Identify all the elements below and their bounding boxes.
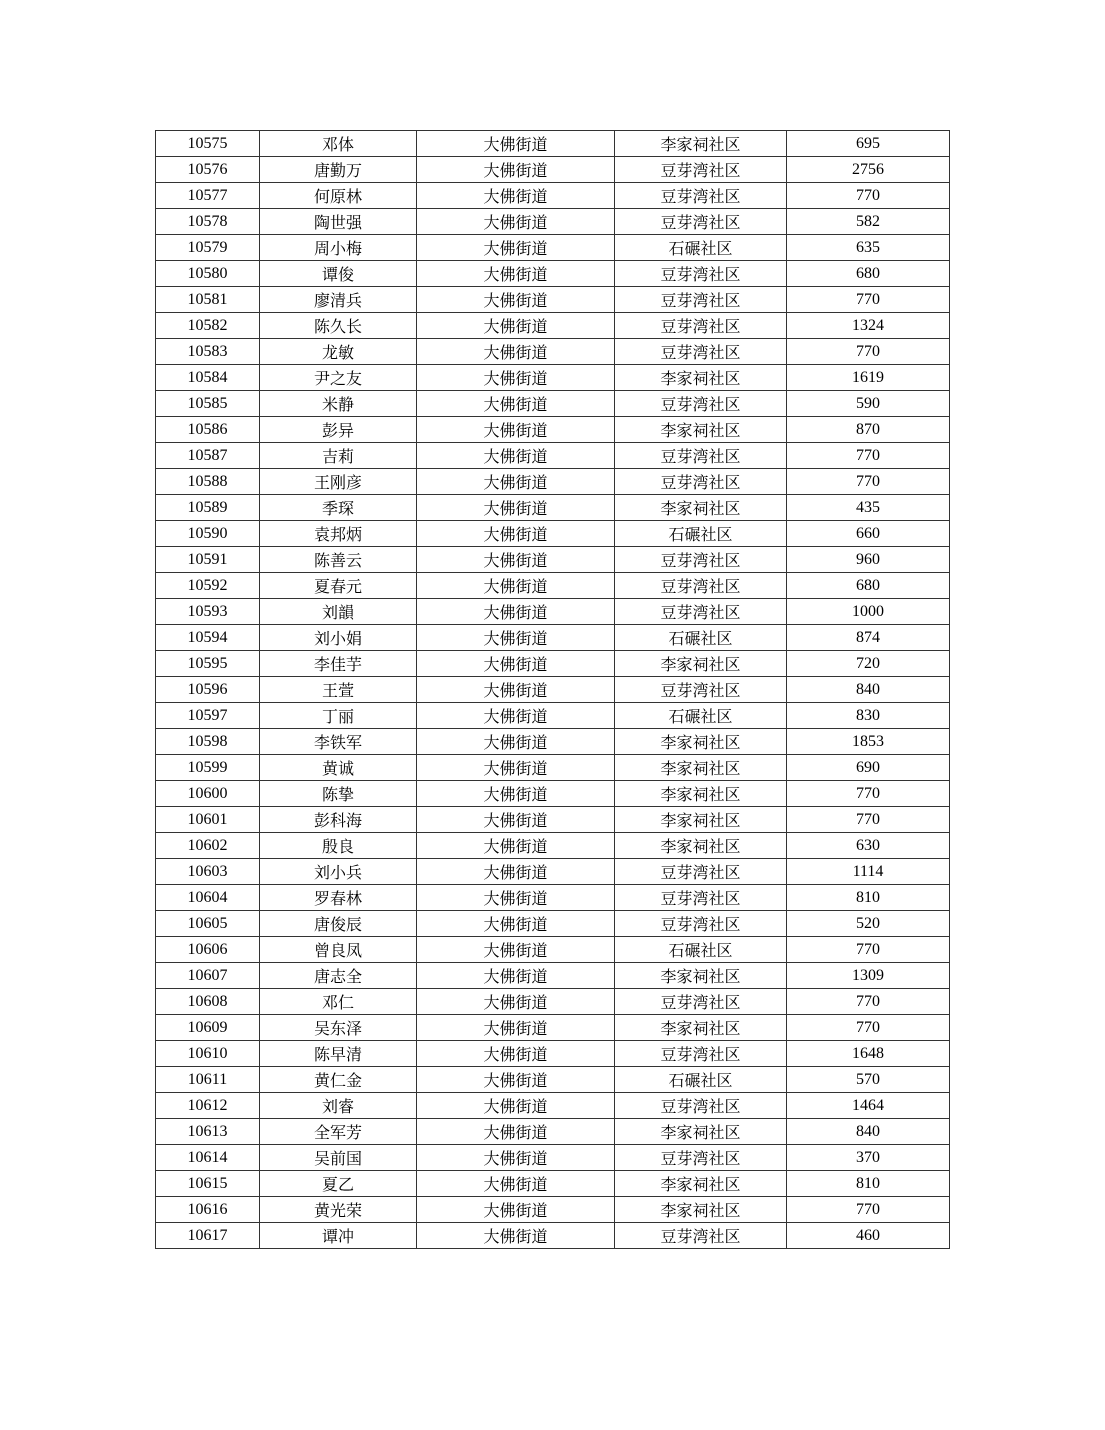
table-row [156, 1093, 950, 1119]
table-row [156, 235, 950, 261]
cell-id: 10609 [156, 1015, 260, 1041]
table-row [156, 131, 950, 157]
cell-id: 10604 [156, 885, 260, 911]
cell-amount: 635 [787, 235, 950, 261]
cell-community: 李家祠社区 [615, 651, 787, 677]
cell-street: 大佛街道 [417, 183, 615, 209]
cell-amount: 770 [787, 287, 950, 313]
cell-id: 10611 [156, 1067, 260, 1093]
cell-community: 李家祠社区 [615, 417, 787, 443]
cell-id: 10590 [156, 521, 260, 547]
cell-name: 丁丽 [260, 703, 417, 729]
cell-name: 刘小娟 [260, 625, 417, 651]
cell-id: 10612 [156, 1093, 260, 1119]
cell-amount: 680 [787, 261, 950, 287]
cell-name: 吴前国 [260, 1145, 417, 1171]
cell-amount: 810 [787, 1171, 950, 1197]
cell-community: 豆芽湾社区 [615, 1093, 787, 1119]
cell-id: 10586 [156, 417, 260, 443]
cell-id: 10594 [156, 625, 260, 651]
cell-name: 夏乙 [260, 1171, 417, 1197]
table-row [156, 521, 950, 547]
cell-amount: 770 [787, 1015, 950, 1041]
cell-name: 吉莉 [260, 443, 417, 469]
table-row [156, 261, 950, 287]
cell-amount: 582 [787, 209, 950, 235]
cell-name: 罗春林 [260, 885, 417, 911]
cell-name: 黄诚 [260, 755, 417, 781]
cell-community: 李家祠社区 [615, 963, 787, 989]
cell-name: 尹之友 [260, 365, 417, 391]
table-row [156, 417, 950, 443]
cell-amount: 840 [787, 677, 950, 703]
table-row [156, 1119, 950, 1145]
table-row [156, 911, 950, 937]
cell-street: 大佛街道 [417, 131, 615, 157]
cell-id: 10614 [156, 1145, 260, 1171]
cell-name: 刘韻 [260, 599, 417, 625]
table-row [156, 547, 950, 573]
cell-name: 彭异 [260, 417, 417, 443]
cell-id: 10585 [156, 391, 260, 417]
cell-street: 大佛街道 [417, 1041, 615, 1067]
cell-amount: 770 [787, 183, 950, 209]
cell-id: 10607 [156, 963, 260, 989]
cell-id: 10577 [156, 183, 260, 209]
cell-street: 大佛街道 [417, 833, 615, 859]
cell-community: 豆芽湾社区 [615, 599, 787, 625]
cell-community: 豆芽湾社区 [615, 1145, 787, 1171]
cell-street: 大佛街道 [417, 209, 615, 235]
cell-community: 石碾社区 [615, 521, 787, 547]
cell-id: 10587 [156, 443, 260, 469]
table-row [156, 937, 950, 963]
cell-amount: 1464 [787, 1093, 950, 1119]
cell-amount: 695 [787, 131, 950, 157]
cell-amount: 770 [787, 339, 950, 365]
table-row [156, 1041, 950, 1067]
cell-community: 李家祠社区 [615, 755, 787, 781]
cell-street: 大佛街道 [417, 1093, 615, 1119]
cell-amount: 1114 [787, 859, 950, 885]
cell-community: 豆芽湾社区 [615, 287, 787, 313]
cell-name: 殷良 [260, 833, 417, 859]
cell-community: 豆芽湾社区 [615, 469, 787, 495]
cell-amount: 810 [787, 885, 950, 911]
cell-street: 大佛街道 [417, 547, 615, 573]
cell-community: 豆芽湾社区 [615, 547, 787, 573]
cell-street: 大佛街道 [417, 495, 615, 521]
cell-street: 大佛街道 [417, 859, 615, 885]
cell-name: 廖清兵 [260, 287, 417, 313]
cell-street: 大佛街道 [417, 755, 615, 781]
cell-street: 大佛街道 [417, 963, 615, 989]
cell-name: 刘小兵 [260, 859, 417, 885]
cell-street: 大佛街道 [417, 651, 615, 677]
table-row [156, 755, 950, 781]
table-row [156, 599, 950, 625]
cell-street: 大佛街道 [417, 703, 615, 729]
cell-id: 10608 [156, 989, 260, 1015]
cell-name: 谭冲 [260, 1223, 417, 1249]
table-row [156, 1145, 950, 1171]
cell-id: 10617 [156, 1223, 260, 1249]
cell-amount: 770 [787, 1197, 950, 1223]
cell-street: 大佛街道 [417, 599, 615, 625]
cell-street: 大佛街道 [417, 365, 615, 391]
cell-community: 石碾社区 [615, 1067, 787, 1093]
cell-name: 李铁军 [260, 729, 417, 755]
table-row [156, 469, 950, 495]
cell-street: 大佛街道 [417, 937, 615, 963]
cell-id: 10582 [156, 313, 260, 339]
cell-amount: 590 [787, 391, 950, 417]
cell-amount: 770 [787, 781, 950, 807]
cell-community: 豆芽湾社区 [615, 1223, 787, 1249]
table-row [156, 989, 950, 1015]
cell-amount: 1619 [787, 365, 950, 391]
cell-id: 10578 [156, 209, 260, 235]
cell-street: 大佛街道 [417, 261, 615, 287]
cell-id: 10615 [156, 1171, 260, 1197]
table-row [156, 651, 950, 677]
cell-id: 10575 [156, 131, 260, 157]
table-row [156, 807, 950, 833]
cell-id: 10593 [156, 599, 260, 625]
cell-amount: 1309 [787, 963, 950, 989]
cell-name: 唐俊辰 [260, 911, 417, 937]
cell-street: 大佛街道 [417, 1015, 615, 1041]
cell-street: 大佛街道 [417, 469, 615, 495]
table-row [156, 495, 950, 521]
cell-community: 李家祠社区 [615, 131, 787, 157]
cell-amount: 630 [787, 833, 950, 859]
cell-community: 李家祠社区 [615, 807, 787, 833]
cell-amount: 1000 [787, 599, 950, 625]
cell-id: 10597 [156, 703, 260, 729]
table-row [156, 1067, 950, 1093]
cell-name: 王萱 [260, 677, 417, 703]
cell-id: 10576 [156, 157, 260, 183]
cell-street: 大佛街道 [417, 729, 615, 755]
cell-id: 10602 [156, 833, 260, 859]
records-table-container [155, 130, 949, 1249]
table-row [156, 1197, 950, 1223]
cell-amount: 770 [787, 443, 950, 469]
cell-community: 李家祠社区 [615, 833, 787, 859]
cell-name: 陈挚 [260, 781, 417, 807]
table-row [156, 287, 950, 313]
cell-street: 大佛街道 [417, 1171, 615, 1197]
cell-id: 10616 [156, 1197, 260, 1223]
table-row [156, 1015, 950, 1041]
cell-id: 10603 [156, 859, 260, 885]
cell-name: 龙敏 [260, 339, 417, 365]
cell-id: 10595 [156, 651, 260, 677]
cell-id: 10613 [156, 1119, 260, 1145]
cell-amount: 720 [787, 651, 950, 677]
cell-amount: 770 [787, 937, 950, 963]
cell-amount: 830 [787, 703, 950, 729]
cell-street: 大佛街道 [417, 781, 615, 807]
cell-amount: 690 [787, 755, 950, 781]
cell-community: 豆芽湾社区 [615, 157, 787, 183]
cell-id: 10599 [156, 755, 260, 781]
table-row [156, 365, 950, 391]
cell-id: 10596 [156, 677, 260, 703]
cell-street: 大佛街道 [417, 443, 615, 469]
cell-id: 10579 [156, 235, 260, 261]
cell-street: 大佛街道 [417, 1119, 615, 1145]
cell-street: 大佛街道 [417, 157, 615, 183]
cell-name: 唐志全 [260, 963, 417, 989]
cell-street: 大佛街道 [417, 1067, 615, 1093]
table-row [156, 963, 950, 989]
cell-amount: 960 [787, 547, 950, 573]
cell-amount: 1853 [787, 729, 950, 755]
cell-street: 大佛街道 [417, 573, 615, 599]
cell-name: 陈早清 [260, 1041, 417, 1067]
cell-amount: 1648 [787, 1041, 950, 1067]
cell-street: 大佛街道 [417, 625, 615, 651]
cell-community: 豆芽湾社区 [615, 391, 787, 417]
cell-name: 季琛 [260, 495, 417, 521]
cell-name: 陶世强 [260, 209, 417, 235]
cell-name: 黄仁金 [260, 1067, 417, 1093]
cell-community: 豆芽湾社区 [615, 339, 787, 365]
table-row [156, 729, 950, 755]
cell-amount: 570 [787, 1067, 950, 1093]
cell-name: 谭俊 [260, 261, 417, 287]
cell-name: 王刚彦 [260, 469, 417, 495]
cell-community: 石碾社区 [615, 625, 787, 651]
cell-street: 大佛街道 [417, 417, 615, 443]
cell-amount: 1324 [787, 313, 950, 339]
cell-id: 10589 [156, 495, 260, 521]
cell-community: 李家祠社区 [615, 1015, 787, 1041]
cell-amount: 460 [787, 1223, 950, 1249]
cell-id: 10598 [156, 729, 260, 755]
cell-name: 袁邦炳 [260, 521, 417, 547]
cell-name: 黄光荣 [260, 1197, 417, 1223]
cell-community: 李家祠社区 [615, 729, 787, 755]
table-row [156, 573, 950, 599]
cell-id: 10584 [156, 365, 260, 391]
cell-amount: 2756 [787, 157, 950, 183]
cell-name: 李佳芋 [260, 651, 417, 677]
cell-community: 李家祠社区 [615, 495, 787, 521]
cell-community: 豆芽湾社区 [615, 443, 787, 469]
table-row [156, 183, 950, 209]
cell-community: 豆芽湾社区 [615, 859, 787, 885]
cell-community: 李家祠社区 [615, 781, 787, 807]
cell-amount: 680 [787, 573, 950, 599]
cell-community: 豆芽湾社区 [615, 261, 787, 287]
cell-community: 豆芽湾社区 [615, 573, 787, 599]
cell-name: 彭科海 [260, 807, 417, 833]
table-row [156, 391, 950, 417]
cell-community: 豆芽湾社区 [615, 885, 787, 911]
table-row [156, 677, 950, 703]
records-table-body [156, 131, 950, 1249]
cell-id: 10601 [156, 807, 260, 833]
cell-community: 豆芽湾社区 [615, 677, 787, 703]
cell-id: 10583 [156, 339, 260, 365]
cell-street: 大佛街道 [417, 287, 615, 313]
cell-street: 大佛街道 [417, 313, 615, 339]
cell-amount: 770 [787, 807, 950, 833]
cell-id: 10610 [156, 1041, 260, 1067]
cell-id: 10581 [156, 287, 260, 313]
cell-amount: 435 [787, 495, 950, 521]
cell-street: 大佛街道 [417, 989, 615, 1015]
records-table [155, 130, 950, 1249]
cell-id: 10606 [156, 937, 260, 963]
table-row [156, 157, 950, 183]
cell-id: 10605 [156, 911, 260, 937]
cell-amount: 770 [787, 989, 950, 1015]
cell-street: 大佛街道 [417, 391, 615, 417]
table-row [156, 833, 950, 859]
cell-community: 豆芽湾社区 [615, 313, 787, 339]
cell-name: 全军芳 [260, 1119, 417, 1145]
cell-name: 吴东泽 [260, 1015, 417, 1041]
cell-street: 大佛街道 [417, 885, 615, 911]
table-row [156, 1171, 950, 1197]
cell-name: 何原林 [260, 183, 417, 209]
cell-amount: 870 [787, 417, 950, 443]
cell-name: 周小梅 [260, 235, 417, 261]
cell-amount: 770 [787, 469, 950, 495]
cell-id: 10588 [156, 469, 260, 495]
cell-community: 豆芽湾社区 [615, 989, 787, 1015]
cell-name: 曾良凤 [260, 937, 417, 963]
cell-street: 大佛街道 [417, 339, 615, 365]
cell-community: 豆芽湾社区 [615, 209, 787, 235]
cell-community: 石碾社区 [615, 703, 787, 729]
cell-amount: 370 [787, 1145, 950, 1171]
table-row [156, 703, 950, 729]
cell-id: 10600 [156, 781, 260, 807]
table-row [156, 209, 950, 235]
cell-community: 豆芽湾社区 [615, 911, 787, 937]
cell-street: 大佛街道 [417, 235, 615, 261]
cell-street: 大佛街道 [417, 1223, 615, 1249]
cell-name: 邓仁 [260, 989, 417, 1015]
cell-name: 米静 [260, 391, 417, 417]
cell-street: 大佛街道 [417, 677, 615, 703]
cell-amount: 660 [787, 521, 950, 547]
cell-id: 10580 [156, 261, 260, 287]
table-row [156, 313, 950, 339]
cell-name: 陈久长 [260, 313, 417, 339]
table-row [156, 443, 950, 469]
cell-amount: 520 [787, 911, 950, 937]
cell-street: 大佛街道 [417, 807, 615, 833]
cell-name: 刘睿 [260, 1093, 417, 1119]
cell-id: 10592 [156, 573, 260, 599]
cell-amount: 840 [787, 1119, 950, 1145]
cell-community: 豆芽湾社区 [615, 183, 787, 209]
cell-street: 大佛街道 [417, 1197, 615, 1223]
table-row [156, 859, 950, 885]
table-row [156, 625, 950, 651]
cell-id: 10591 [156, 547, 260, 573]
cell-name: 陈善云 [260, 547, 417, 573]
cell-community: 石碾社区 [615, 235, 787, 261]
cell-name: 唐勤万 [260, 157, 417, 183]
cell-community: 豆芽湾社区 [615, 1041, 787, 1067]
cell-name: 邓体 [260, 131, 417, 157]
cell-community: 李家祠社区 [615, 365, 787, 391]
table-row [156, 781, 950, 807]
table-row [156, 1223, 950, 1249]
table-row [156, 339, 950, 365]
cell-community: 李家祠社区 [615, 1197, 787, 1223]
table-row [156, 885, 950, 911]
cell-name: 夏春元 [260, 573, 417, 599]
cell-street: 大佛街道 [417, 1145, 615, 1171]
cell-street: 大佛街道 [417, 521, 615, 547]
cell-community: 李家祠社区 [615, 1119, 787, 1145]
cell-amount: 874 [787, 625, 950, 651]
cell-community: 石碾社区 [615, 937, 787, 963]
cell-street: 大佛街道 [417, 911, 615, 937]
cell-community: 李家祠社区 [615, 1171, 787, 1197]
